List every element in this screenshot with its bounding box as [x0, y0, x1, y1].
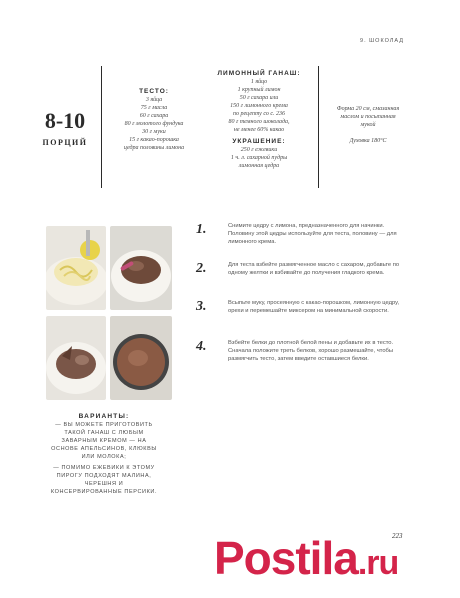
dough-item: 60 г сахара	[139, 113, 169, 119]
ganache-item: 150 г лимонного крема	[230, 103, 288, 109]
decoration-item: 1 ч. л. сахарной пудры	[230, 155, 288, 161]
dough-item: 75 г масла	[140, 105, 168, 111]
portions-number: 8-10	[44, 108, 86, 133]
step-text: Взбейте белки до плотной белой пены и добавьте их в тесто. Сначала положите треть белков, хорошо размешайте, чтобы размягчить тесто, затем введите оставшиеся белки.	[228, 340, 394, 362]
ganache-item: 1 крупный лимон	[237, 87, 281, 93]
watermark-suffix: .ru	[357, 544, 399, 582]
page-number: 223	[392, 532, 403, 540]
divider-right	[318, 66, 319, 188]
step-text: Для теста взбейте размягченное масло с сахаром, добавьте по одному желтки и взбивайте до получения гладкого крема.	[228, 262, 400, 276]
ganache-item: по рецепту со с. 236	[233, 111, 285, 117]
step-number: 2.	[196, 261, 207, 276]
equipment-item: мукой	[360, 122, 376, 128]
dough-column	[108, 87, 200, 152]
step-number: 1.	[196, 222, 207, 237]
variants-text: — ВЫ МОЖЕТЕ ПРИГОТОВИТЬ ТАКОЙ ГАНАШ С ЛЮБЫМ ЗАВАРНЫМ КРЕМОМ — НА ОСНОВЕ АПЕЛЬСИНОВ, КЛЮКВЫ ИЛИ МОЛОКА;	[51, 422, 157, 460]
divider-left	[101, 66, 102, 188]
chapter-title: 9. ШОКОЛАД	[360, 38, 404, 44]
step-text: Снимите цедру с лимона, предназначенного для начинки. Половину этой цедры используйте для теста, половину — для лимонного крема.	[228, 223, 397, 245]
photo-butter-sugar	[110, 226, 172, 310]
decoration-heading: УКРАШЕНИЕ:	[232, 138, 286, 145]
step-3	[196, 299, 406, 315]
equipment-item	[322, 129, 414, 137]
dough-item: 30 г муки	[142, 129, 166, 135]
dough-item: цедра половины лимона	[123, 145, 185, 151]
ganache-heading: ЛИМОННЫЙ ГАНАШ:	[217, 70, 301, 77]
equipment-item: маслом и посыпанная	[340, 114, 396, 120]
equipment-column	[322, 105, 414, 145]
variants-heading: ВАРИАНТЫ:	[78, 413, 130, 420]
portions-label: ПОРЦИЙ	[42, 138, 88, 147]
dough-item: 3 яйца	[145, 97, 163, 103]
dough-item: 15 г какао-порошка	[129, 137, 179, 143]
step-text: Всыпьте муку, просеянную с какао-порошком, лимонную цедру, орехи и перемешайте миксером на минимальной скорости.	[228, 300, 400, 314]
decoration-item: лимонная цедра	[238, 163, 280, 169]
dough-heading: ТЕСТО:	[139, 88, 169, 95]
photo-lemon-zest	[46, 226, 106, 310]
step-number: 4.	[196, 339, 207, 354]
ganache-item: 50 г сахара или	[239, 95, 279, 101]
ganache-item: не менее 60% какао	[233, 127, 285, 133]
ganache-item: 80 г темного шоколада,	[228, 119, 290, 125]
step-number: 3.	[196, 299, 207, 314]
variants-text: — ПОМИМО ЕЖЕВИКИ К ЭТОМУ ПИРОГУ ПОДХОДЯТ МАЛИНА, ЧЕРЕШНЯ И КОНСЕРВИРОВАННЫЕ ПЕРСИКИ.	[50, 465, 158, 495]
ganache-item: 1 яйцо	[250, 79, 268, 85]
decoration-item: 250 г ежевики	[240, 147, 278, 153]
watermark-main: Postila	[214, 532, 358, 584]
step-2	[196, 261, 406, 277]
equipment-item: Форма 20 см, смазанная	[336, 106, 400, 112]
portions-block	[38, 110, 92, 147]
variants-block	[50, 413, 158, 496]
photo-baked-cake	[110, 316, 172, 400]
equipment-item: Духовка 180°C	[349, 138, 387, 144]
dough-item: 80 г молотого фундука	[124, 121, 184, 127]
step-4	[196, 339, 406, 363]
step-1	[196, 222, 406, 246]
ganache-column	[204, 69, 314, 170]
photo-flour-cocoa	[46, 316, 106, 400]
